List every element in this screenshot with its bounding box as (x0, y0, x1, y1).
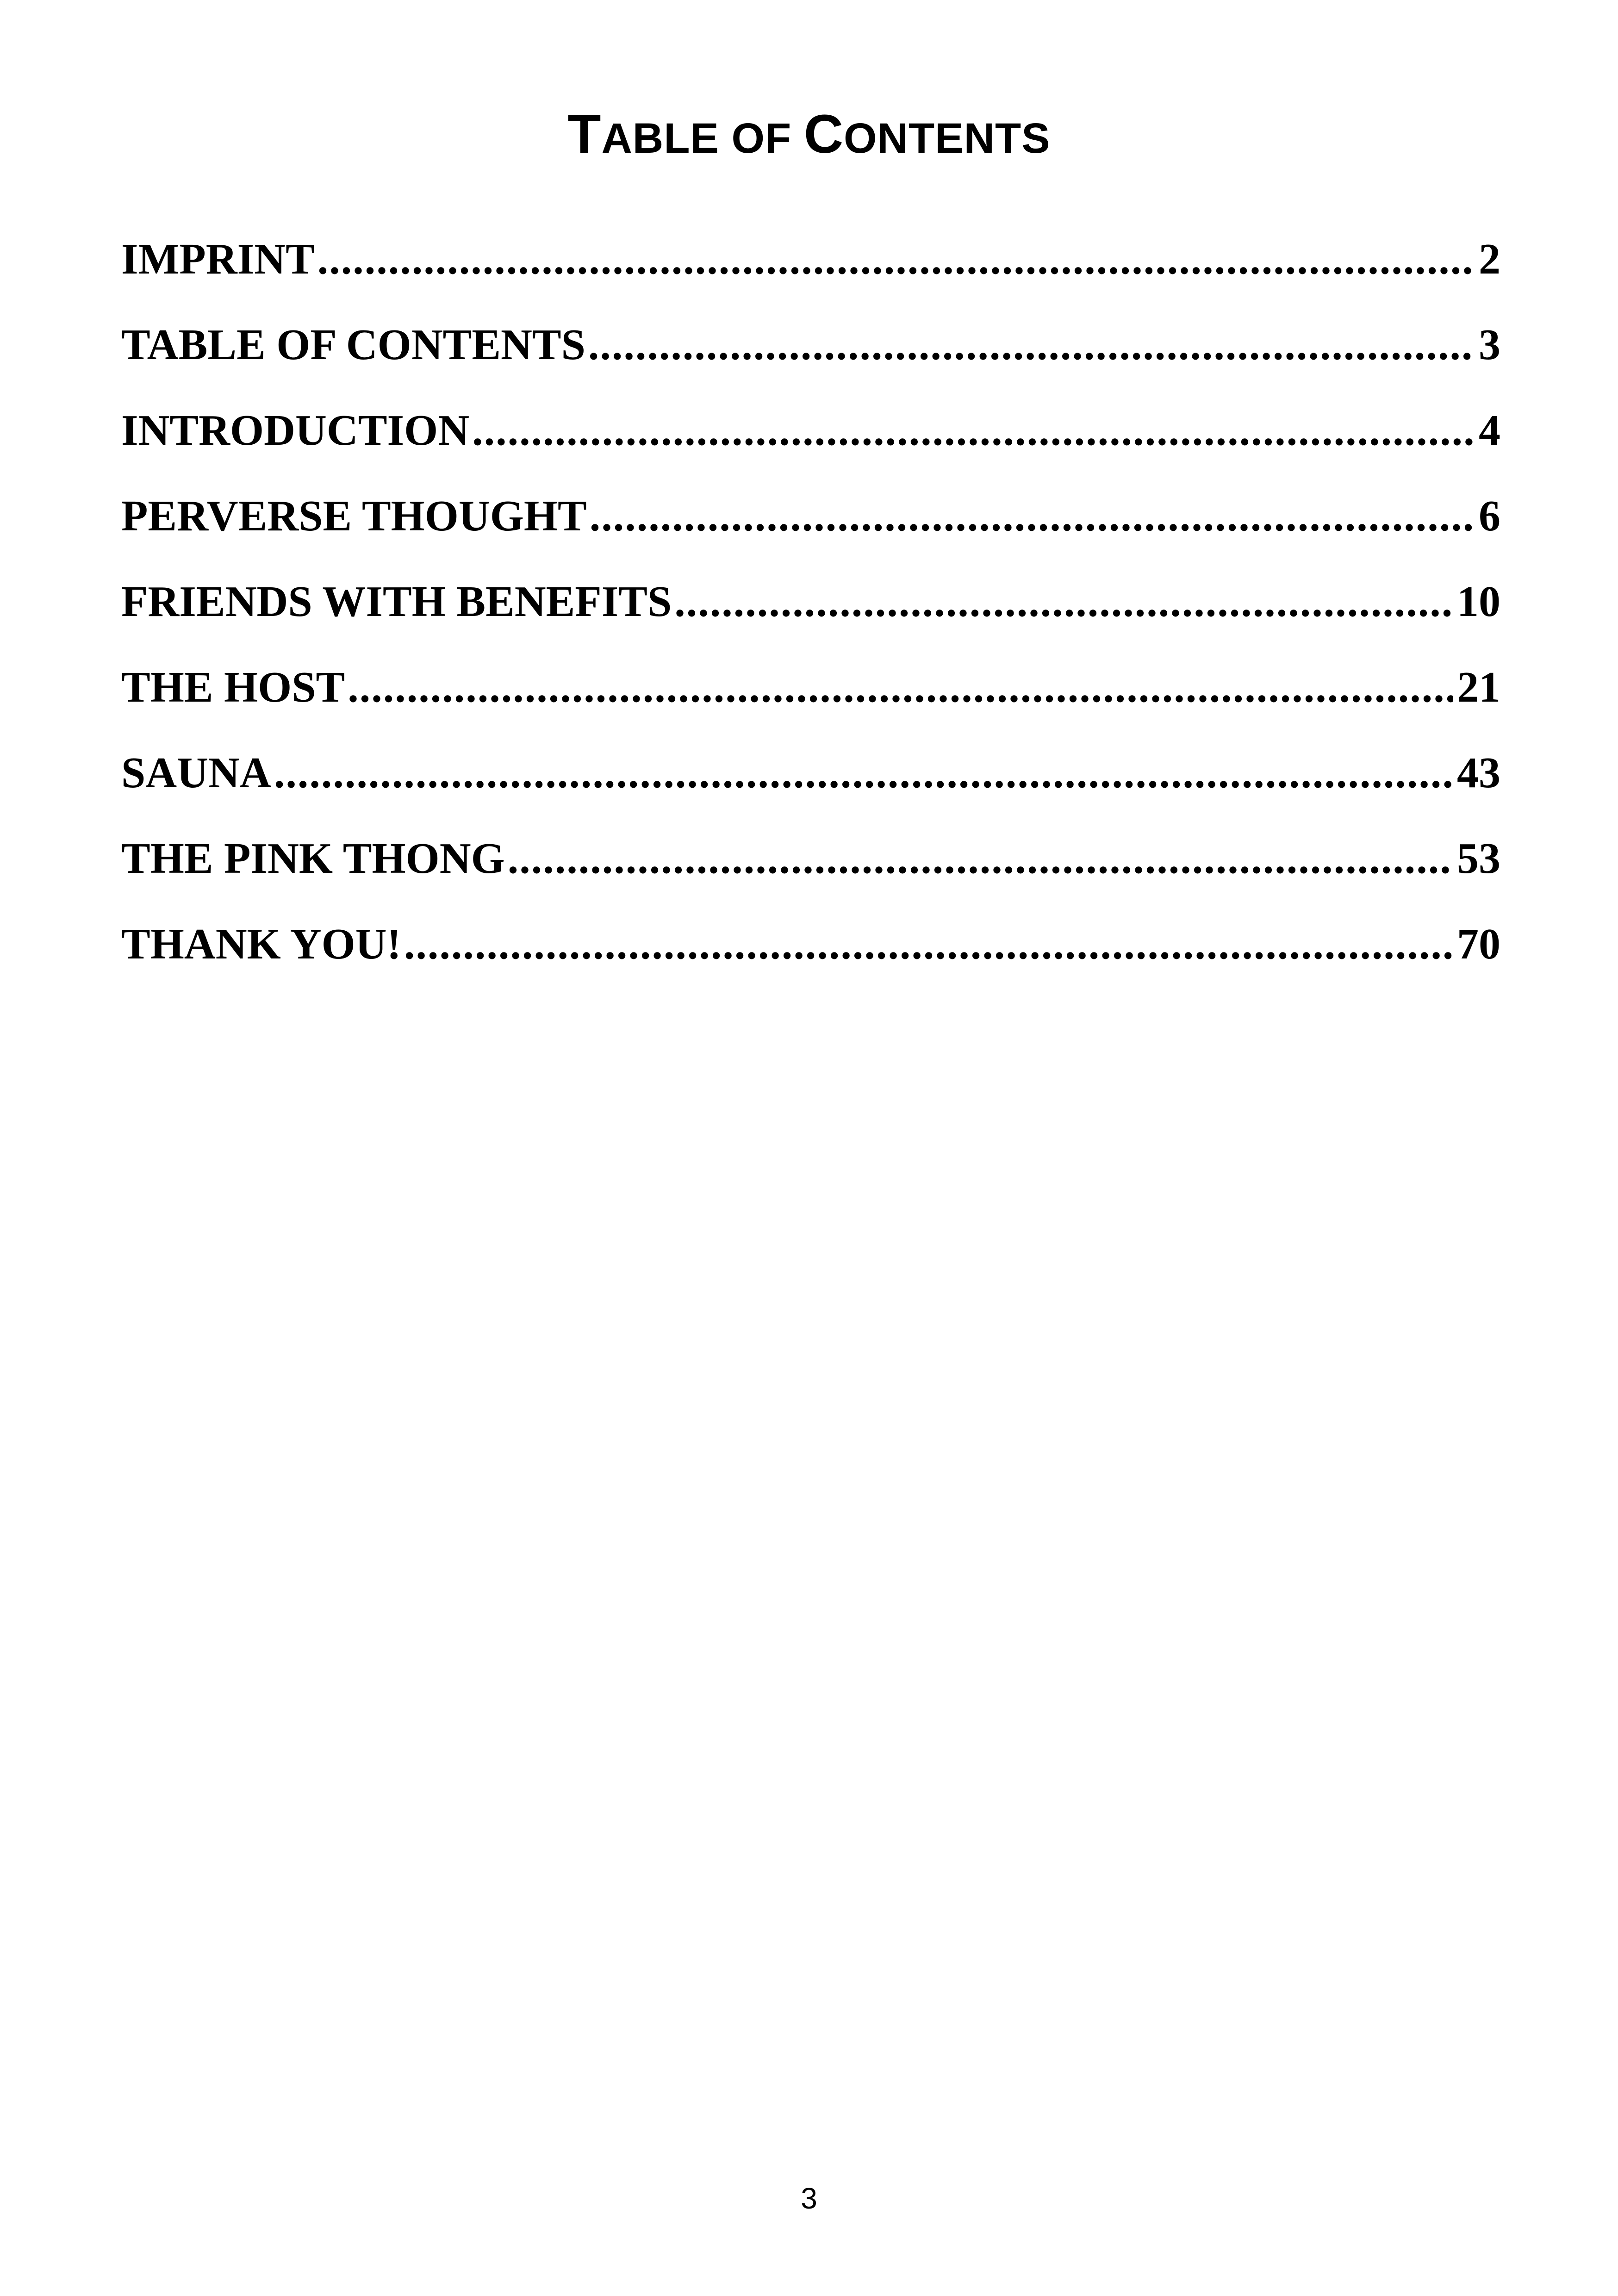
toc-entry-page: 6 (1479, 492, 1500, 540)
toc-entry-page: 3 (1479, 321, 1500, 369)
page-number: 3 (801, 2182, 817, 2215)
toc-entry-page: 4 (1479, 406, 1500, 454)
toc-entry-sauna[interactable] (121, 745, 1500, 831)
dot-leader (588, 317, 1475, 373)
toc-entry-label: INTRODUCTION (121, 406, 470, 454)
toc-entry-perverse-thought[interactable] (121, 488, 1500, 574)
toc-entry-table-of-contents[interactable] (121, 317, 1500, 403)
dot-leader (317, 231, 1475, 287)
dot-leader (348, 660, 1453, 715)
toc-entry-imprint[interactable] (121, 231, 1500, 317)
toc-entry-label: SAUNA (121, 749, 271, 797)
toc-entry-page: 10 (1457, 578, 1500, 626)
toc-entry-page: 43 (1457, 749, 1500, 797)
title-rest-2: ONTENTS (844, 115, 1051, 162)
toc-entry-friends-with-benefits[interactable] (121, 574, 1500, 660)
toc-entry-introduction[interactable] (121, 403, 1500, 488)
toc-entry-the-host[interactable] (121, 660, 1500, 745)
toc-entry-the-pink-thong[interactable] (121, 831, 1500, 916)
title-initial-1: T (567, 104, 602, 165)
dot-leader (404, 916, 1453, 972)
toc-entry-thank-you[interactable] (121, 916, 1500, 1002)
toc-entry-label: TABLE OF CONTENTS (121, 321, 585, 369)
dot-leader (472, 403, 1475, 458)
toc-entry-label: IMPRINT (121, 235, 315, 283)
toc-entry-page: 53 (1457, 834, 1500, 883)
toc-entry-label: PERVERSE THOUGHT (121, 492, 587, 540)
toc-entry-label: THANK YOU! (121, 920, 401, 968)
dot-leader (508, 831, 1453, 886)
toc-entry-label: THE PINK THONG (121, 834, 505, 883)
dot-leader (674, 574, 1453, 629)
toc-entry-label: THE HOST (121, 663, 345, 711)
title-rest-1: ABLE OF (601, 115, 804, 162)
toc-entry-page: 2 (1479, 235, 1500, 283)
dot-leader (274, 745, 1453, 801)
page-title (0, 100, 1618, 173)
toc-entry-page: 70 (1457, 920, 1500, 968)
dot-leader (590, 488, 1475, 544)
title-initial-2: C (803, 104, 844, 165)
toc-entry-page: 21 (1457, 663, 1500, 711)
table-of-contents-list (121, 231, 1500, 1002)
toc-entry-label: FRIENDS WITH BENEFITS (121, 578, 672, 626)
